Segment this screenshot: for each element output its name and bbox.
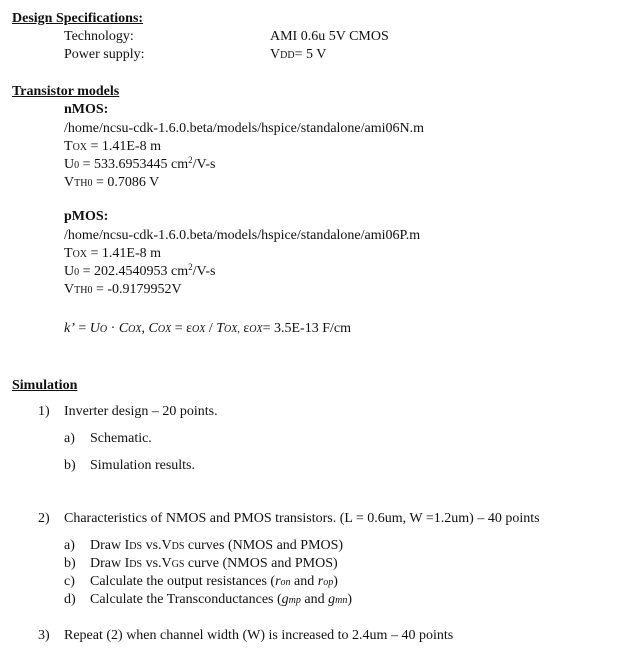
item-2b-sub2: GS	[171, 559, 185, 570]
item-2b-text	[90, 556, 338, 573]
nmos-u0-symbol: U	[64, 157, 75, 172]
item-2c-part3: )	[333, 574, 338, 589]
item-2c-sub1: on	[280, 577, 291, 588]
formula-eq1: =	[74, 321, 90, 336]
pmos-u0-value: = 202.4540953 cm	[79, 264, 189, 279]
vdd-subscript: DD	[280, 50, 295, 61]
design-specs-heading: Design Specifications:	[12, 11, 144, 26]
item-2d-label: d)	[64, 592, 76, 607]
nmos-tox	[64, 139, 161, 156]
pmos-vth0	[64, 282, 182, 299]
pmos-u0-symbol: U	[64, 264, 75, 279]
formula-eps-sub: OX	[192, 324, 206, 335]
item-1b-text: Simulation results.	[90, 458, 195, 473]
nmos-tox-subscript: OX	[72, 142, 88, 153]
formula-eq2: =	[171, 321, 187, 336]
item-2a-text	[90, 538, 343, 555]
item-2b-sub1: DS	[129, 559, 143, 570]
item-2b-label: b)	[64, 556, 76, 571]
item-2c-var2: r	[317, 574, 324, 589]
item-2d-text	[90, 592, 352, 609]
formula-c2: C	[148, 321, 158, 336]
transistor-models-heading: Transistor models	[12, 84, 120, 99]
formula-slash: /	[205, 321, 217, 336]
item-2b-part3: curve (NMOS and PMOS)	[184, 556, 338, 571]
formula-c: C	[118, 321, 129, 336]
item-1a-text: Schematic.	[90, 431, 152, 446]
pmos-title: pMOS:	[64, 209, 109, 224]
nmos-vth0	[64, 175, 159, 192]
item-2c-sub2: op	[323, 577, 334, 588]
pmos-u0-subscript: 0	[74, 267, 80, 278]
pmos-u0	[64, 264, 215, 281]
pmos-u0-unit: /V-s	[192, 264, 216, 279]
power-supply-value	[270, 47, 326, 64]
pmos-tox-value: = 1.41E-8 m	[87, 246, 162, 261]
formula-sep: ,	[141, 321, 149, 336]
nmos-title: nMOS:	[64, 102, 109, 117]
item-2d-sub1: mp	[288, 595, 301, 606]
pmos-tox-symbol: T	[64, 246, 73, 261]
power-supply-label: Power supply:	[64, 47, 145, 62]
item-2a-part1: Draw I	[90, 538, 130, 553]
nmos-vth0-symbol: V	[64, 175, 75, 190]
nmos-model-path: /home/ncsu-cdk-1.6.0.beta/models/hspice/standalone/ami06N.m	[64, 121, 425, 136]
pmos-vth0-symbol: V	[64, 282, 75, 297]
pmos-vth0-value: = -0.9179952V	[92, 282, 182, 297]
item-3-number: 3)	[38, 628, 50, 643]
item-2b-part2: vs.V	[142, 556, 172, 571]
item-3-text: Repeat (2) when channel width (W) is increased to 2.4um – 40 points	[64, 628, 454, 643]
item-2a-label: a)	[64, 538, 75, 553]
pmos-vth0-subscript: TH0	[74, 285, 93, 296]
item-1-number: 1)	[38, 404, 50, 419]
nmos-tox-value: = 1.41E-8 m	[87, 139, 162, 154]
formula-c2-sub: OX	[157, 324, 172, 335]
nmos-u0-superscript: 2	[188, 155, 193, 165]
k-prime-formula	[64, 321, 351, 338]
formula-k: k’	[64, 321, 75, 336]
item-2d-var2: g	[328, 592, 336, 607]
item-2d-var1: g	[281, 592, 289, 607]
formula-value: = 3.5E-13 F/cm	[262, 321, 351, 336]
formula-t-sub: OX,	[224, 324, 240, 335]
formula-c-sub: OX	[128, 324, 142, 335]
item-2a-part2: vs.V	[142, 538, 172, 553]
item-2b-part1: Draw I	[90, 556, 130, 571]
formula-eps2-sub: OX	[249, 324, 263, 335]
item-2d-part1: Calculate the Transconductances (	[90, 592, 282, 607]
item-2d-sub2: mn	[335, 595, 348, 606]
item-2-text: Characteristics of NMOS and PMOS transistors. (L = 0.6um, W =1.2um) – 40 points	[64, 511, 540, 526]
nmos-u0	[64, 157, 215, 174]
nmos-tox-symbol: T	[64, 139, 73, 154]
item-2a-sub1: DS	[129, 541, 143, 552]
vdd-value: = 5 V	[294, 47, 327, 62]
item-2a-part3: curves (NMOS and PMOS)	[184, 538, 344, 553]
item-2d-part2: and	[300, 592, 329, 607]
pmos-tox-subscript: OX	[72, 249, 88, 260]
item-2a-sub2: DS	[171, 541, 185, 552]
item-2c-part2: and	[290, 574, 318, 589]
nmos-u0-value: = 533.6953445 cm	[79, 157, 189, 172]
item-1a-label: a)	[64, 431, 75, 446]
nmos-u0-subscript: 0	[74, 160, 80, 171]
technology-value: AMI 0.6u 5V CMOS	[270, 29, 389, 44]
vdd-symbol: V	[270, 47, 281, 62]
item-2c-var1: r	[275, 574, 281, 589]
pmos-tox	[64, 246, 161, 263]
formula-u: U	[89, 321, 100, 336]
item-1b-label: b)	[64, 458, 76, 473]
item-2c-text	[90, 574, 338, 591]
item-2-number: 2)	[38, 511, 50, 526]
item-2c-label: c)	[64, 574, 75, 589]
formula-u-sub: O	[99, 324, 108, 335]
formula-dot: ·	[107, 321, 119, 336]
technology-label: Technology:	[64, 29, 134, 44]
nmos-vth0-value: = 0.7086 V	[92, 175, 160, 190]
formula-eps2: ε	[243, 321, 250, 336]
pmos-model-path: /home/ncsu-cdk-1.6.0.beta/models/hspice/standalone/ami06P.m	[64, 228, 421, 243]
item-1-text: Inverter design – 20 points.	[64, 404, 218, 419]
simulation-heading: Simulation	[12, 378, 78, 393]
formula-eps: ε	[186, 321, 192, 336]
nmos-vth0-subscript: TH0	[74, 178, 93, 189]
nmos-u0-unit: /V-s	[192, 157, 216, 172]
item-2c-part1: Calculate the output resistances (	[90, 574, 276, 589]
item-2d-part3: )	[347, 592, 353, 607]
pmos-u0-superscript: 2	[188, 262, 193, 272]
formula-t: T	[216, 321, 225, 336]
